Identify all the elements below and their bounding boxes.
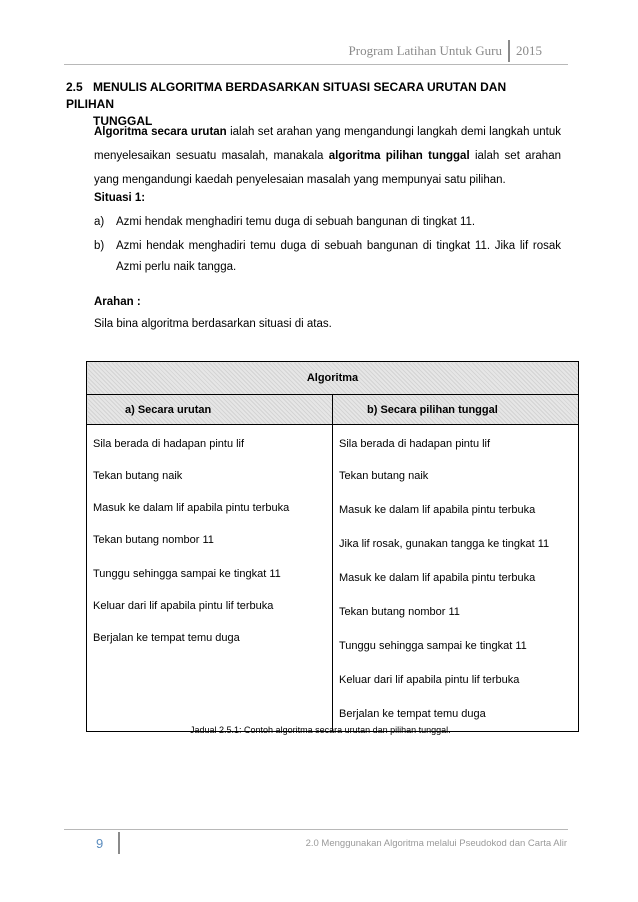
header-rule (64, 64, 568, 65)
step-item: Berjalan ke tempat temu duga (339, 708, 486, 720)
header-title: Program Latihan Untuk Guru (348, 43, 502, 58)
step-item: Sila berada di hadapan pintu lif (339, 438, 491, 450)
column-header-urutan: a) Secara urutan (87, 395, 333, 425)
intro-text-2: ialah set arahan yang mengandungi kaedah penyelesaian masalah yang mempunyai satu pilihan. (94, 150, 561, 186)
algorithm-table (86, 361, 579, 732)
term-urutan: Algoritma secara urutan (94, 126, 227, 138)
table-header: Algoritma (87, 362, 579, 395)
situasi-heading: Situasi 1: (94, 192, 146, 204)
footer-divider (118, 832, 120, 854)
section-number: 2.5 (66, 80, 83, 94)
term-pilihan-tunggal: algoritma pilihan tunggal (328, 150, 470, 162)
page-header (349, 40, 542, 62)
situasi-text: Azmi hendak menghadiri temu duga di sebuah bangunan di tingkat 11. Jika lif rosak Azmi perlu naik tangga. (116, 240, 561, 273)
situasi-text: Azmi hendak menghadiri temu duga di sebuah bangunan di tingkat 11. (116, 216, 476, 228)
situasi-marker: a) (94, 216, 105, 228)
column-pilihan (333, 425, 579, 732)
header-divider (508, 40, 510, 62)
section-title-line1: MENULIS ALGORITMA BERDASARKAN SITUASI SECARA URUTAN DAN PILIHAN (66, 80, 507, 111)
situasi-item (94, 236, 561, 278)
situasi-list (94, 212, 561, 281)
step-item: Tekan butang nombor 11 (93, 534, 214, 546)
footer-rule (64, 829, 568, 830)
section-title-line2: TUNGGAL (93, 114, 153, 128)
step-item: Jika lif rosak, gunakan tangga ke tingkat 11 (339, 538, 550, 550)
column-urutan (87, 425, 333, 732)
header-year: 2015 (516, 43, 542, 58)
column-header-pilihan: b) Secara pilihan tunggal (333, 395, 579, 425)
table-caption: Jadual 2.5.1: Contoh algoritma secara urutan dan pilihan tunggal. (190, 725, 451, 735)
step-item: Keluar dari lif apabila pintu lif terbuka (339, 674, 520, 686)
page-number: 9 (96, 836, 104, 851)
step-item: Tekan butang nombor 11 (339, 606, 460, 618)
step-item: Tunggu sehingga sampai ke tingkat 11 (339, 640, 527, 652)
situasi-marker: b) (94, 240, 105, 252)
step-item: Tekan butang naik (93, 470, 183, 482)
intro-paragraph (94, 120, 561, 192)
step-item: Berjalan ke tempat temu duga (93, 632, 240, 644)
step-item: Sila berada di hadapan pintu lif (93, 438, 245, 450)
arahan-heading: Arahan : (94, 296, 141, 308)
footer-text: 2.0 Menggunakan Algoritma melalui Pseudokod dan Carta Alir (305, 838, 567, 849)
step-item: Tunggu sehingga sampai ke tingkat 11 (93, 568, 281, 580)
intro-text-1: ialah set arahan yang mengandungi langkah demi langkah untuk menyelesaikan sesuatu masalah, manakala (94, 126, 561, 162)
step-item: Masuk ke dalam lif apabila pintu terbuka (339, 504, 536, 516)
step-item: Masuk ke dalam lif apabila pintu terbuka (339, 572, 536, 584)
situasi-item (94, 212, 561, 233)
step-item: Keluar dari lif apabila pintu lif terbuka (93, 600, 274, 612)
step-item: Masuk ke dalam lif apabila pintu terbuka (93, 502, 290, 514)
step-item: Tekan butang naik (339, 470, 429, 482)
arahan-text: Sila bina algoritma berdasarkan situasi di atas. (94, 318, 332, 330)
